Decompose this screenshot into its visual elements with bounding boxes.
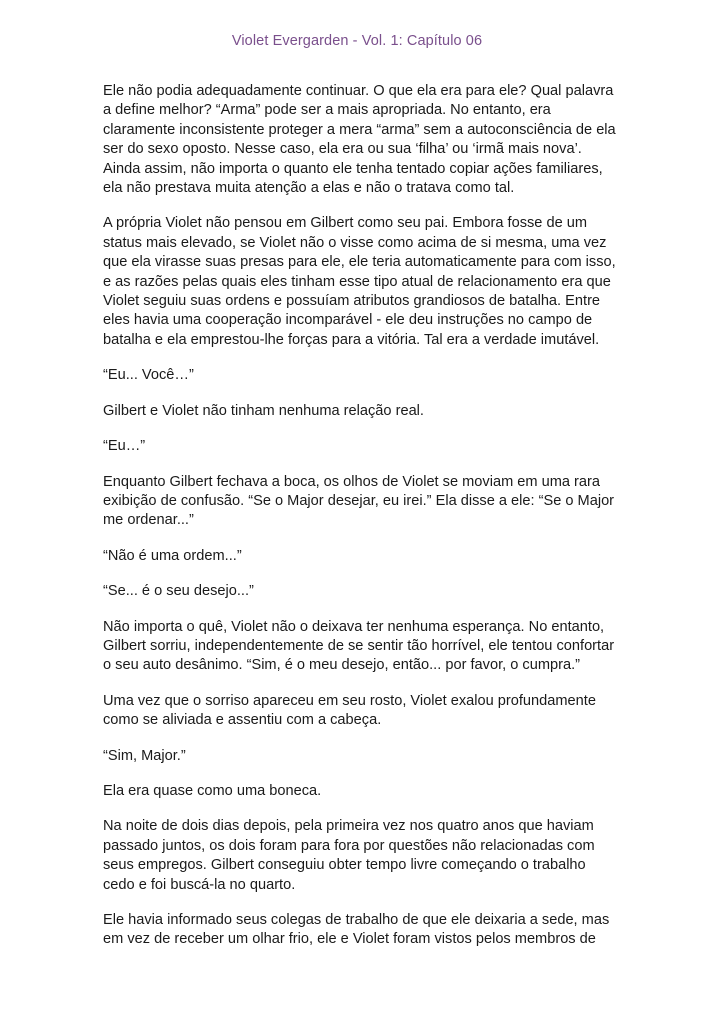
paragraph: “Se... é o seu desejo...”: [103, 583, 254, 600]
paragraph: “Não é uma ordem...”: [103, 547, 242, 564]
paragraph: “Eu…”: [103, 438, 146, 455]
paragraph: Ele não podia adequadamente continuar. O que ela era para ele? Qual palavra a define melhor? “Arma” pode ser a mais apropriada. No entanto, era claramente inconsistente proteger a mera “arma” sem a autoconsciência de ela ser do sexo oposto. Nesse caso, ela era ou sua ‘filha’ ou ‘irmã mais nova’. Ainda assim, não importa o quanto ele tenha tentado copiar ações familiares, ela não prestava muita atenção a elas e não o tratava como tal.: [103, 83, 616, 197]
paragraph: Na noite de dois dias depois, pela primeira vez nos quatro anos que haviam passado juntos, os dois foram para fora por questões não relacionadas com seus empregos. Gilbert conseguiu obter tempo livre começando o trabalho cedo e foi buscá-la no quarto.: [103, 818, 595, 893]
paragraph: Uma vez que o sorriso apareceu em seu rosto, Violet exalou profundamente como se aliviada e assentiu com a cabeça.: [103, 692, 596, 729]
body-text: [103, 82, 623, 966]
paragraph: “Eu... Você…”: [103, 367, 194, 384]
paragraph: A própria Violet não pensou em Gilbert como seu pai. Embora fosse de um status mais elevado, se Violet não o visse como acima de si mesma, uma vez que ela virasse suas presas para ele, ele teria automaticamente para com isso, e as razões pelas quais eles tinham esse tipo atual de relacionamento era que Violet seguiu suas ordens e possuíam atributos grandiosos de batalha. Entre eles havia uma cooperação incomparável - ele deu instruções no campo de batalha e ela emprestou-lhe forças para a vitória. Tal era a verdade imutável.: [103, 215, 616, 348]
paragraph: “Sim, Major.”: [103, 747, 186, 764]
paragraph: Ele havia informado seus colegas de trabalho de que ele deixaria a sede, mas em vez de receber um olhar frio, ele e Violet foram vistos pelos membros de: [103, 912, 610, 948]
running-header: Violet Evergarden - Vol. 1: Capítulo 06: [231, 33, 483, 49]
paragraph: Ela era quase como uma boneca.: [103, 782, 322, 799]
paragraph: Não importa o quê, Violet não o deixava ter nenhuma esperança. No entanto, Gilbert sorriu, independentemente de se sentir tão horrível, ele tentou confortar o seu auto desânimo. “Sim, é o meu desejo, então... por favor, o cumpra.”: [103, 618, 615, 674]
paragraph: Gilbert e Violet não tinham nenhuma relação real.: [103, 402, 424, 419]
paragraph: Enquanto Gilbert fechava a boca, os olhos de Violet se moviam em uma rara exibição de confusão. “Se o Major desejar, eu irei.” Ela disse a ele: “Se o Major me ordenar...”: [103, 473, 615, 529]
